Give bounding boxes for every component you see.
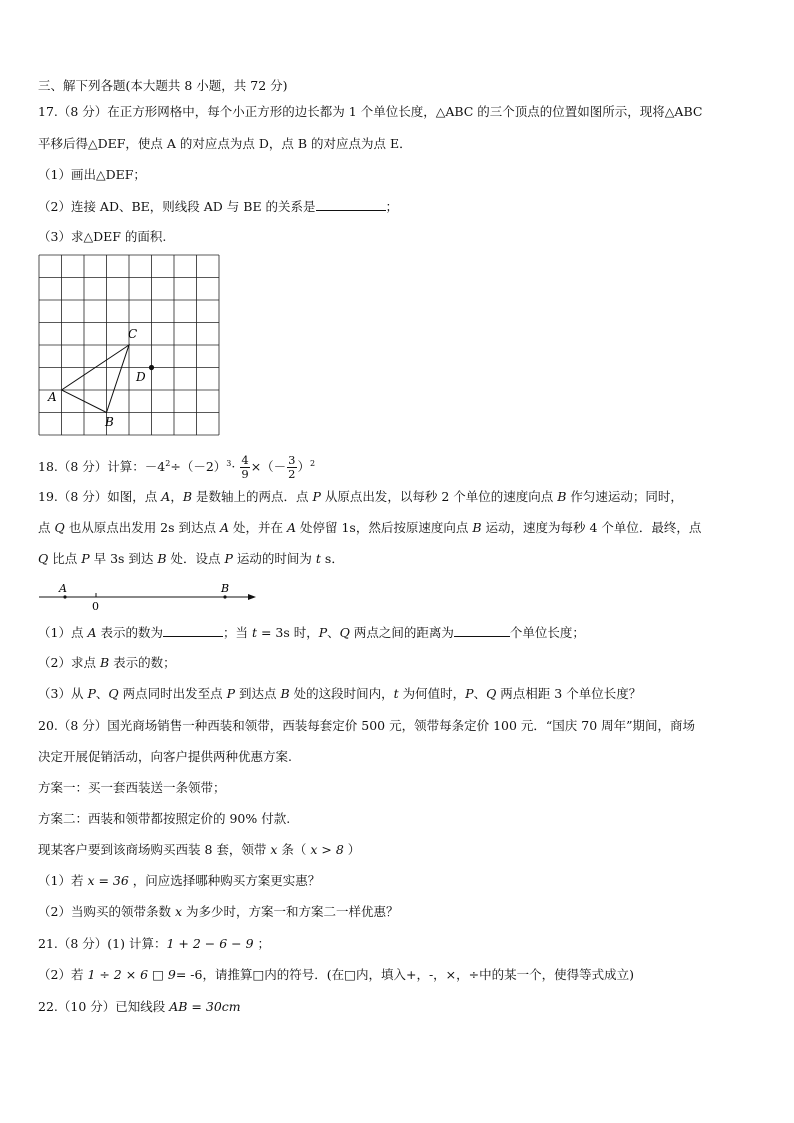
math-condition: x = 36: [87, 873, 129, 888]
var: P: [312, 489, 321, 504]
math-expression: 1 + 2 − 6 − 9: [166, 936, 254, 951]
text: 19.（8 分）如图，点: [38, 489, 162, 504]
text: 处的这段时间内，: [289, 686, 394, 701]
math-condition: x > 8: [310, 842, 344, 857]
var: B: [157, 551, 167, 566]
text: 现某客户要到该商场购买西装 8 套，领带: [38, 842, 271, 857]
var: A: [161, 489, 171, 504]
q20-plan2: 方案二：西装和领带都按照定价的 90% 付款.: [38, 811, 291, 826]
text: 处停留 1s，然后按原速度向点: [296, 520, 473, 535]
q18-dot: ·: [231, 459, 236, 475]
var: Q: [108, 686, 119, 701]
text: 21.（8 分）(1) 计算：: [38, 936, 167, 951]
triangle-abc: [62, 345, 130, 413]
text: （2）当购买的领带条数: [38, 904, 175, 919]
q17-part2-text: （2）连接 AD、BE，则线段 AD 与 BE 的关系是: [38, 199, 316, 214]
axis-label-a: A: [59, 582, 67, 595]
text: 从原点出发，以每秒 2 个单位的速度向点: [320, 489, 558, 504]
q20-part2: [38, 904, 398, 920]
text: 两点同时出发至点: [118, 686, 227, 701]
point-b: [223, 595, 226, 598]
text: 、: [95, 686, 109, 701]
q20-part1: [38, 873, 320, 889]
text: 为多少时，方案一和方案二一样优惠？: [182, 904, 399, 919]
axis-label-0: 0: [92, 600, 99, 612]
q19-part3: [38, 686, 641, 702]
text: ，: [170, 489, 183, 504]
text: 两点之间的距离为: [349, 625, 454, 640]
text: ；: [253, 936, 271, 951]
q18-prefix: 18.（8 分）计算：－4: [38, 459, 166, 475]
text: 、: [327, 625, 340, 640]
var: t: [315, 551, 321, 566]
text: 为何值时，: [398, 686, 466, 701]
point-a: [63, 595, 66, 598]
text: 处，并在: [229, 520, 287, 535]
var: B: [280, 686, 290, 701]
text: （2）求点: [38, 655, 100, 670]
text: （2）若: [38, 967, 88, 982]
numerator: 3: [288, 453, 296, 468]
answer-blank: [163, 624, 223, 637]
text: 是数轴上的两点．点: [192, 489, 313, 504]
var: Q: [339, 625, 350, 640]
axis-label-b: B: [221, 582, 230, 595]
q17-stem-line2: 平移后得△DEF，使点 A 的对应点为点 D，点 B 的对应点为点 E．: [38, 136, 412, 151]
var: t: [251, 625, 257, 640]
text: 也从原点出发用 2s 到达点: [64, 520, 220, 535]
var: B: [557, 489, 567, 504]
q18-close: ）: [297, 459, 311, 475]
text: 点: [38, 520, 55, 535]
math-expression: AB = 30cm: [169, 999, 241, 1014]
var: P: [226, 686, 235, 701]
var: A: [220, 520, 230, 535]
fraction-3-2: [287, 454, 296, 481]
var: x: [174, 904, 182, 919]
text: 条（: [277, 842, 311, 857]
fraction-4-9: [240, 454, 249, 481]
q19-line2: [38, 520, 701, 536]
text: 早 3s 到达: [89, 551, 158, 566]
text: 、: [473, 686, 487, 701]
q18-mid2: ×（－: [250, 459, 287, 475]
text: = 3s 时，: [256, 625, 319, 640]
var: P: [81, 551, 90, 566]
q22-line1: [38, 999, 241, 1015]
q17-part3: （3）求△DEF 的面积.: [38, 229, 167, 244]
q20-line5: [38, 842, 360, 858]
text: （1）若: [38, 873, 88, 888]
answer-blank: [316, 198, 386, 211]
var: P: [87, 686, 96, 701]
exponent: 3: [226, 459, 232, 468]
q20-plan1: 方案一：买一套西装送一条领带；: [38, 780, 226, 795]
text: 两点相距 3 个单位长度？: [496, 686, 642, 701]
var: B: [472, 520, 482, 535]
var: P: [318, 625, 328, 640]
denominator: 9: [241, 467, 249, 482]
var: P: [224, 551, 233, 566]
var: B: [182, 489, 193, 504]
text: 表示的数；: [109, 655, 176, 670]
text: 个单位长度；: [509, 625, 585, 640]
q18-mid1: ÷（－2）: [170, 459, 227, 475]
exponent: 2: [310, 459, 316, 468]
var: t: [393, 686, 399, 701]
section-heading: 三、解下列各题(本大题共 8 小题，共 72 分): [38, 78, 288, 93]
axis-arrow: [248, 594, 256, 600]
q17-part1: （1）画出△DEF；: [38, 167, 146, 182]
text: s．: [320, 551, 344, 566]
text: 22.（10 分）已知线段: [38, 999, 170, 1014]
point-d: [149, 365, 154, 370]
text: 比点: [48, 551, 82, 566]
var: Q: [54, 520, 65, 535]
numerator: 4: [241, 453, 249, 468]
label-c: C: [128, 327, 138, 341]
q17-stem-line1: 17.（8 分）在正方形网格中，每个小正方形的边长都为 1 个单位长度，△ABC 的三个顶点的位置如图所示，现将△ABC: [38, 104, 703, 119]
var: B: [99, 655, 110, 670]
var: Q: [38, 551, 49, 566]
var: A: [87, 625, 97, 640]
q21-line1: [38, 936, 270, 952]
math-expression: 1 ÷ 2 × 6 □ 9: [87, 967, 176, 982]
q20-line2: 决定开展促销活动，向客户提供两种优惠方案.: [38, 749, 292, 764]
label-a: A: [48, 390, 57, 404]
q19-part2: [38, 655, 176, 671]
label-d: D: [136, 370, 146, 384]
answer-blank: [454, 624, 510, 637]
text: 处．设点: [166, 551, 225, 566]
denominator: 2: [288, 467, 296, 482]
text: ，问应选择哪种购买方案更实惠？: [128, 873, 321, 888]
var: x: [270, 842, 278, 857]
label-b: B: [105, 415, 114, 429]
q17-part2: [38, 198, 398, 215]
text: 运动，速度为每秒 4 个单位．最终，点: [481, 520, 702, 535]
var: P: [465, 686, 474, 701]
text: 到达点: [235, 686, 281, 701]
text: 表示的数为: [96, 625, 163, 640]
q20-line1: 20.（8 分）国光商场销售一种西装和领带，西装每套定价 500 元，领带每条定价 100 元．“国庆 70 周年”期间，商场: [38, 718, 696, 733]
text: 作匀速运动；同时，: [566, 489, 683, 504]
var: A: [286, 520, 297, 535]
q18-expression: [38, 450, 315, 480]
text: 运动的时间为: [232, 551, 316, 566]
q17-part2-end: ；: [385, 199, 399, 214]
exponent: 2: [165, 459, 171, 468]
text: （3）从: [38, 686, 88, 701]
q17-grid-figure: [38, 254, 222, 438]
q19-line3: [38, 551, 344, 567]
var: Q: [486, 686, 497, 701]
q19-part1: [38, 624, 585, 641]
q19-line1: [38, 489, 683, 505]
text: （1）点: [38, 625, 88, 640]
text: ）: [343, 842, 361, 857]
text: = -6，请推算□内的符号．(在□内，填入+，-，×，÷中的某一个，使得等式成立): [175, 967, 635, 982]
text: ；当: [222, 625, 252, 640]
q19-number-line: [38, 580, 260, 612]
q21-line2: [38, 967, 634, 983]
